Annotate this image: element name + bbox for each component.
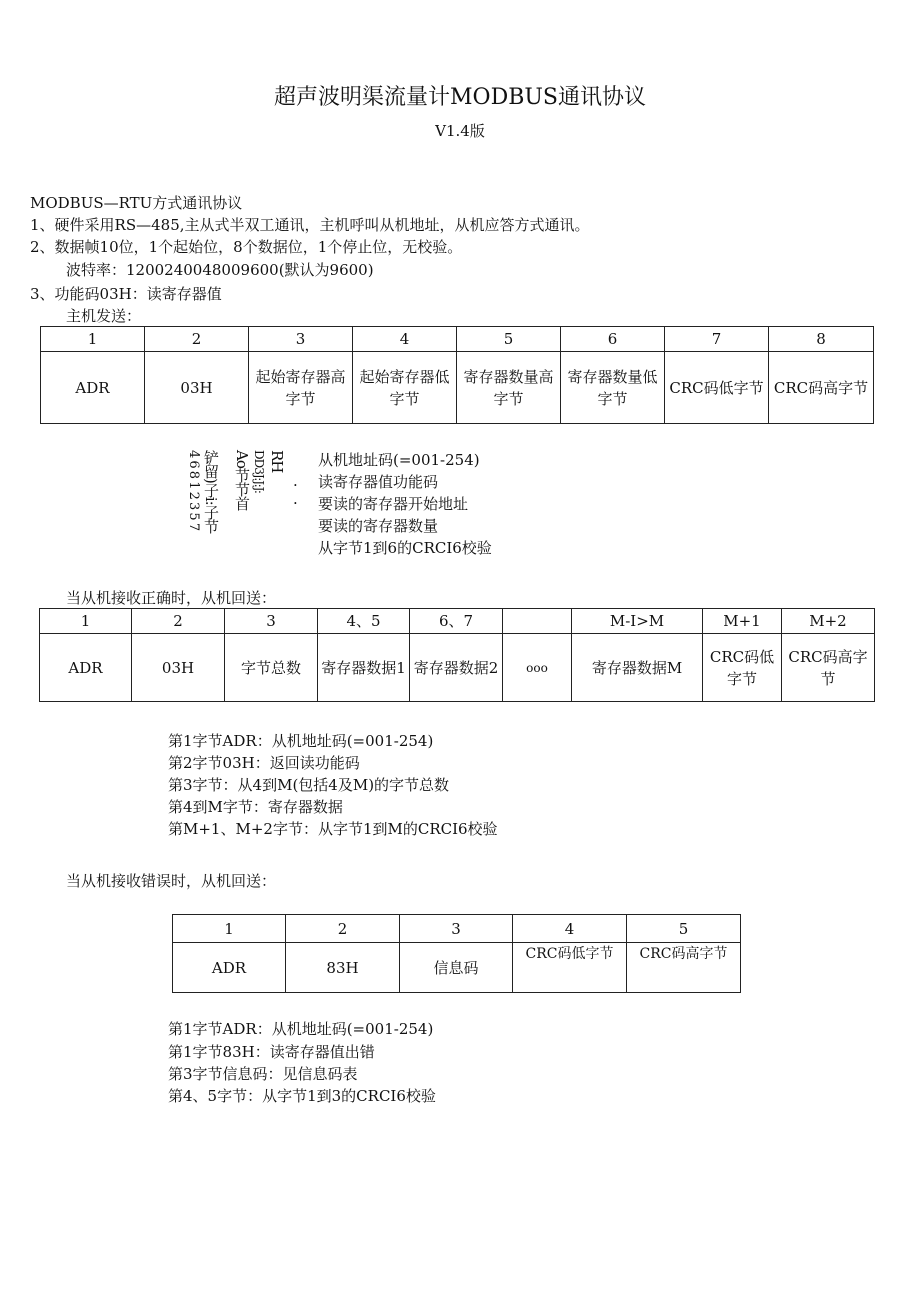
protocol-line: MODBUS—RTU方式通讯协议 bbox=[30, 194, 243, 212]
vertical-text-col-5: 4 6 8 1 2 3 5 7 bbox=[186, 450, 201, 531]
host-send-table bbox=[40, 326, 874, 424]
table-cell: 字节总数 bbox=[225, 634, 318, 702]
vertical-text-col-2: DD3J:J:J: bbox=[252, 450, 266, 493]
table-header-cell: 6、7 bbox=[410, 609, 503, 634]
table-cell: 寄存器数量高字节 bbox=[457, 352, 561, 424]
table-cell: 寄存器数据M bbox=[572, 634, 703, 702]
reply-ok-note: 第2字节03H：返回读功能码 bbox=[168, 754, 360, 772]
table-header-cell: 2 bbox=[286, 915, 400, 943]
reply-ok-table bbox=[39, 608, 875, 702]
table-header-cell: 3 bbox=[249, 327, 353, 352]
reply-err-note: 第4、5字节：从字节1到3的CRCI6校验 bbox=[168, 1087, 436, 1105]
table-header-cell: 8 bbox=[769, 327, 874, 352]
bullet-dot: · bbox=[293, 494, 298, 512]
table-header-cell: 3 bbox=[400, 915, 513, 943]
table-header-cell: 3 bbox=[225, 609, 318, 634]
table-header-cell: 4 bbox=[353, 327, 457, 352]
note-line: 从机地址码(=001-254) bbox=[318, 451, 480, 469]
table-cell: 寄存器数量低字节 bbox=[561, 352, 665, 424]
table-cell: 03H bbox=[145, 352, 249, 424]
table-header-cell: M+2 bbox=[782, 609, 875, 634]
reply-err-note: 第1字节83H：读寄存器值出错 bbox=[168, 1043, 375, 1061]
table-header-cell: 4 bbox=[513, 915, 627, 943]
table-header-row bbox=[41, 327, 874, 352]
note-line: 从字节1到6的CRCI6校验 bbox=[318, 539, 492, 557]
table-cell: ADR bbox=[173, 943, 286, 993]
reply-err-note: 第1字节ADR：从机地址码(=001-254) bbox=[168, 1020, 434, 1038]
table-cell: CRC码高字节 bbox=[782, 634, 875, 702]
reply-ok-note: 第M+1、M+2字节：从字节1到M的CRCI6校验 bbox=[168, 820, 498, 838]
reply-ok-note: 第1字节ADR：从机地址码(=001-254) bbox=[168, 732, 434, 750]
table-header-cell: 1 bbox=[173, 915, 286, 943]
table-cell: ADR bbox=[41, 352, 145, 424]
bullet-dot: · bbox=[293, 476, 298, 494]
note-line: 要读的寄存器开始地址 bbox=[318, 495, 469, 513]
table-header-cell: 2 bbox=[145, 327, 249, 352]
table-cell: 83H bbox=[286, 943, 400, 993]
document-title: 超声波明渠流量计MODBUS通讯协议 bbox=[274, 85, 646, 110]
table-header-row bbox=[173, 915, 741, 943]
table-cell: 起始寄存器高字节 bbox=[249, 352, 353, 424]
table-header-cell bbox=[503, 609, 572, 634]
table-cell: CRC码低字节 bbox=[665, 352, 769, 424]
vertical-text-col-4: 铲留)子i:子节 bbox=[202, 450, 220, 533]
vertical-text-col-3: Ao节节首 bbox=[233, 450, 251, 510]
table-cell: 信息码 bbox=[400, 943, 513, 993]
table-row bbox=[40, 634, 875, 702]
table-cell: ooo bbox=[503, 634, 572, 702]
intro-item-3: 3、功能码03H：读寄存器值 bbox=[30, 285, 222, 303]
table-cell: CRC码高字节 bbox=[769, 352, 874, 424]
host-send-label: 主机发送： bbox=[66, 307, 142, 325]
table-row bbox=[41, 352, 874, 424]
table-row bbox=[173, 943, 741, 993]
intro-item-2: 2、数据帧10位，1个起始位，8个数据位，1个停止位，无校验。 bbox=[30, 238, 463, 256]
intro-item-1: 1、硬件采用RS—485,主从式半双工通讯，主机呼叫从机地址，从机应答方式通讯。 bbox=[30, 216, 590, 234]
reply-ok-note: 第3字节：从4到M(包括4及M)的字节总数 bbox=[168, 776, 450, 794]
table-cell: CRC码低字节 bbox=[703, 634, 782, 702]
table-header-cell: 5 bbox=[457, 327, 561, 352]
table-header-cell: 5 bbox=[627, 915, 741, 943]
table-header-cell: M-I>M bbox=[572, 609, 703, 634]
reply-err-heading: 当从机接收错误时，从机回送： bbox=[66, 872, 277, 890]
table-cell: ADR bbox=[40, 634, 132, 702]
table-cell: 寄存器数据2 bbox=[410, 634, 503, 702]
table-header-cell: 2 bbox=[132, 609, 225, 634]
table-cell: 寄存器数据1 bbox=[318, 634, 410, 702]
table-header-cell: 7 bbox=[665, 327, 769, 352]
table-header-cell: 6 bbox=[561, 327, 665, 352]
note-line: 读寄存器值功能码 bbox=[318, 473, 439, 491]
table-header-cell: 1 bbox=[40, 609, 132, 634]
table-header-cell: 4、5 bbox=[318, 609, 410, 634]
table-cell: CRC码高字节 bbox=[627, 943, 741, 993]
note-line: 要读的寄存器数量 bbox=[318, 517, 439, 535]
vertical-text-col-1: RH bbox=[268, 450, 286, 473]
baud-rate-line: 波特率：1200240048009600(默认为9600) bbox=[66, 261, 374, 279]
table-header-cell: 1 bbox=[41, 327, 145, 352]
reply-err-note: 第3字节信息码：见信息码表 bbox=[168, 1065, 358, 1083]
table-header-cell: M+1 bbox=[703, 609, 782, 634]
document-version: V1.4版 bbox=[435, 122, 485, 140]
table-cell: 03H bbox=[132, 634, 225, 702]
table-cell: 起始寄存器低字节 bbox=[353, 352, 457, 424]
reply-ok-note: 第4到M字节：寄存器数据 bbox=[168, 798, 343, 816]
table-header-row bbox=[40, 609, 875, 634]
reply-ok-heading: 当从机接收正确时，从机回送： bbox=[66, 589, 277, 607]
reply-err-table bbox=[172, 914, 741, 993]
table-cell: CRC码低字节 bbox=[513, 943, 627, 993]
